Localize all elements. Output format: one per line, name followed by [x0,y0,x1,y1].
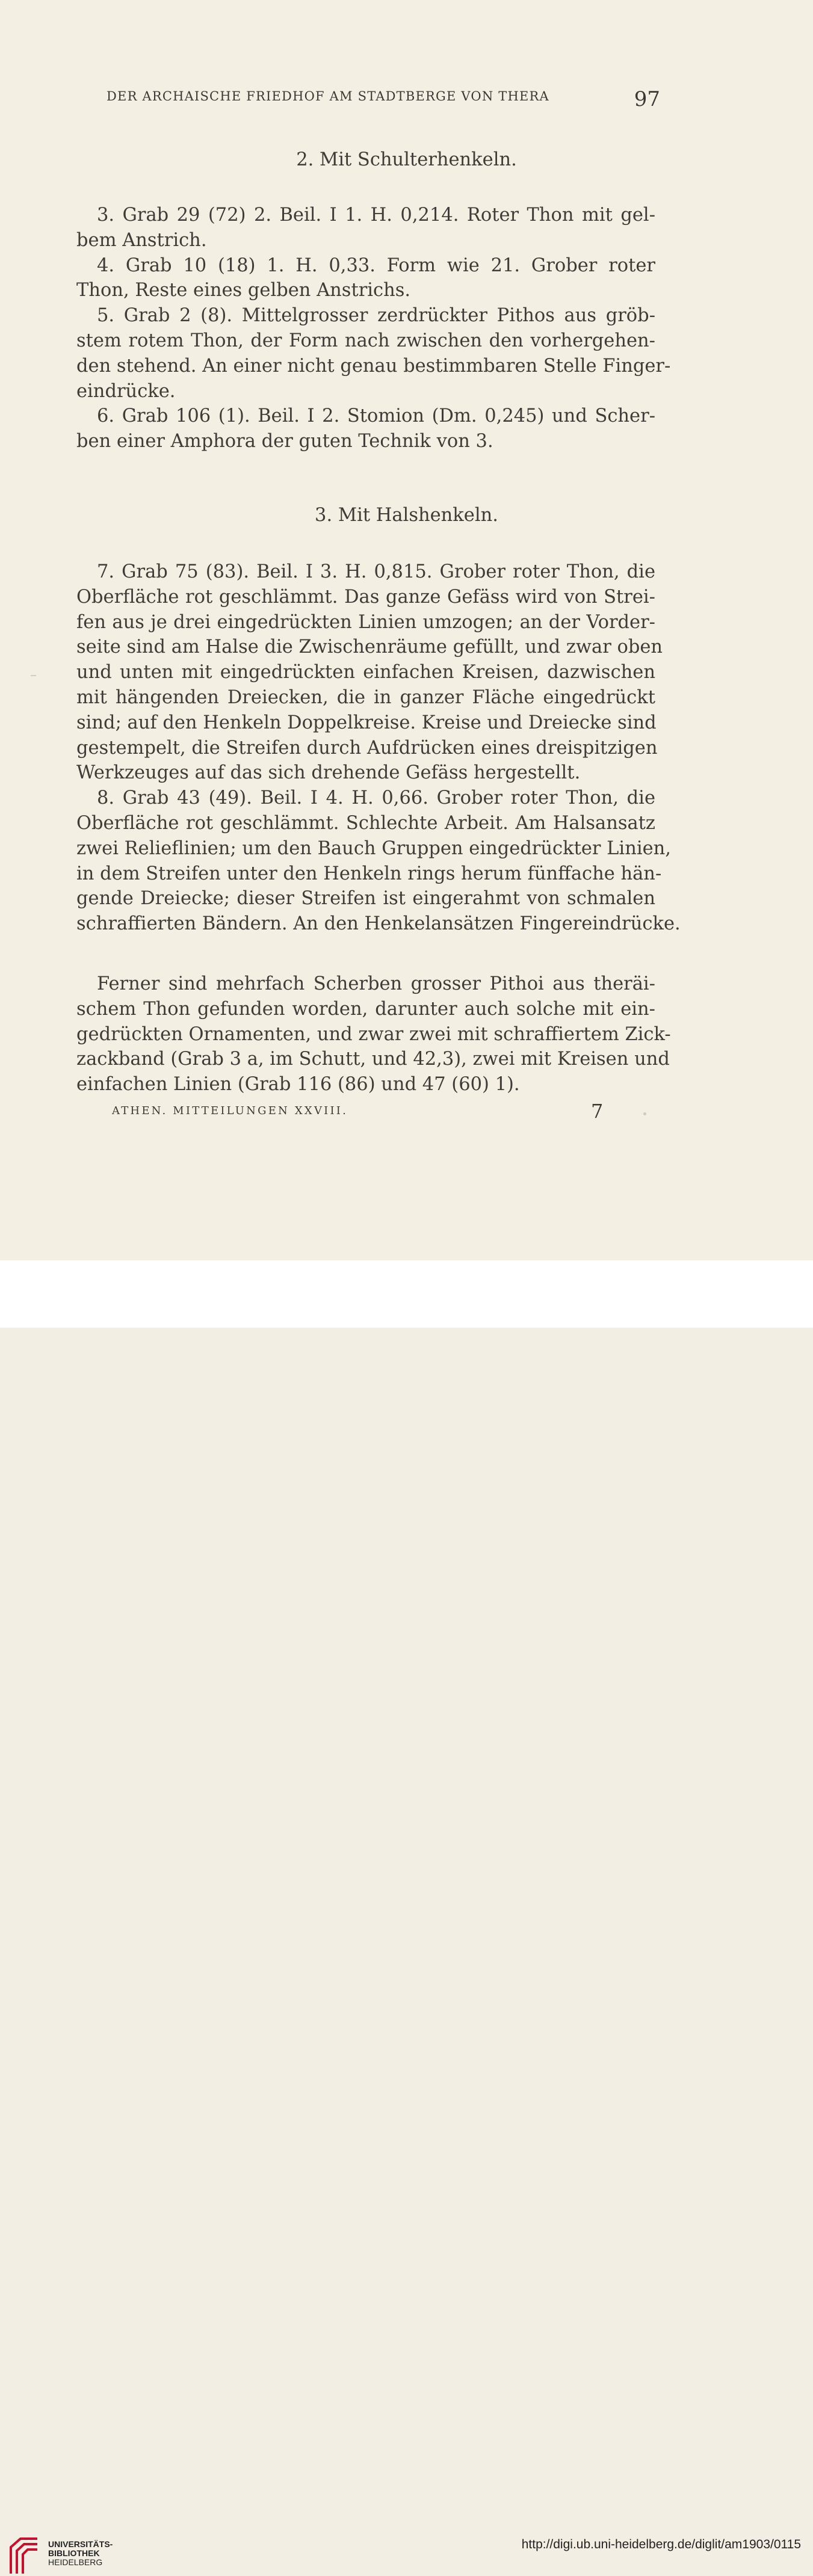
ub-heidelberg-logo-icon[interactable] [8,2536,40,2576]
entry-line: ben einer Amphora der guten Technik von 3. [76,431,493,452]
entry-line: bem Anstrich. [76,229,207,251]
running-header-title: DER ARCHAISCHE FRIEDHOF AM STADTBERGE VON THERA [107,89,549,103]
entry-line: 8. Grab 43 (49). Beil. I 4. H. 0,66. Grober roter Thon, die [97,787,655,809]
viewer-footer-bar [0,1261,813,2567]
entry-line: 4. Grab 10 (18) 1. H. 0,33. Form wie 21. Grober roter [97,254,655,276]
section-heading-halshenkeln: 3. Mit Halshenkeln. [315,505,498,526]
entry-3 [76,203,655,253]
section-heading-schulterhenkeln: 2. Mit Schulterhenkeln. [296,149,517,170]
source-url-link[interactable]: http://digi.ub.uni-heidelberg.de/diglit/am1903/0115 [521,2537,801,2551]
paragraph-line: schem Thon gefunden worden, darunter auch solche mit ein- [76,998,655,1020]
entry-line: gestempelt, die Streifen durch Aufdrücken eines dreispitzigen [76,737,658,759]
entry-line: in dem Streifen unter den Henkeln rings herum fünffache hän- [76,863,662,884]
library-name-line3: HEIDELBERG [48,2557,103,2567]
entry-line: eindrücke. [76,380,176,402]
entry-line: Thon, Reste eines gelben Anstrichs. [76,280,411,301]
section-halshenkeln-entries [76,559,681,937]
scanned-page [0,0,813,1260]
entry-7 [76,559,663,786]
entry-line: stem rotem Thon, der Form nach zwischen den vorhergehen- [76,330,655,351]
margin-mark [31,675,36,676]
entry-line: mit hängenden Dreiecken, die in ganzer Fläche eingedrückt [76,686,655,708]
entry-line: den stehend. An einer nicht genau bestimmbaren Stelle Finger- [76,355,671,377]
paper-speck [643,1112,646,1115]
closing-paragraph [76,972,671,1097]
entry-5 [76,303,671,404]
entry-line: 5. Grab 2 (8). Mittelgrosser zerdrückter Pithos aus gröb- [97,305,655,327]
entry-line: 7. Grab 75 (83). Beil. I 3. H. 0,815. Grober roter Thon, die [97,561,655,582]
entry-line: 3. Grab 29 (72) 2. Beil. I 1. H. 0,214. Roter Thon mit gel- [97,205,655,226]
paragraph-line: gedrückten Ornamenten, und zwar zwei mit schraffiertem Zick- [76,1023,671,1045]
running-header [107,89,660,119]
library-name-line2: BIBLIOTHEK [48,2548,100,2558]
entry-line: sind; auf den Henkeln Doppelkreise. Kreise und Dreiecke sind [76,712,657,733]
entry-line: fen aus je drei eingedrückten Linien umzogen; an der Vorder- [76,611,655,633]
paragraph-line: einfachen Linien (Grab 116 (86) und 47 (60) 1). [76,1074,520,1095]
entry-line: 6. Grab 106 (1). Beil. I 2. Stomion (Dm. 0,245) und Scher- [97,405,655,427]
entry-line: Oberfläche rot geschlämmt. Schlechte Arbeit. Am Halsansatz [76,812,655,834]
entry-line: gende Dreiecke; dieser Streifen ist eingerahmt von schmalen [76,888,655,910]
entry-6 [76,404,655,454]
entry-line: Oberfläche rot geschlämmt. Das ganze Gefäss wird von Strei- [76,586,655,608]
entry-line: Werkzeuges auf das sich drehende Gefäss hergestellt. [76,762,581,784]
section-schulterhenkeln-entries [76,203,671,454]
library-name [48,2540,113,2567]
paragraph-line: Ferner sind mehrfach Scherben grosser Pithoi aus theräi- [97,973,655,994]
page-number: 97 [634,87,660,111]
entry-line: seite sind am Halse die Zwischenräume gefüllt, und zwar oben [76,636,663,658]
entry-4 [76,253,655,304]
paragraph-line: zackband (Grab 3 a, im Schutt, und 42,3), zwei mit Kreisen und [76,1049,670,1070]
entry-8 [76,786,681,937]
sheet-signature: 7 [591,1100,604,1123]
entry-line: schraffierten Bändern. An den Henkelansätzen Fingereindrücke. [76,913,681,935]
library-name-line1: UNIVERSITÄTS- [48,2539,113,2549]
entry-line: und unten mit eingedrückten einfachen Kreisen, dazwischen [76,662,655,683]
entry-line: zwei Relieflinien; um den Bauch Gruppen eingedrückter Linien, [76,837,671,859]
journal-signature-line: ATHEN. MITTEILUNGEN XXVIII. [112,1105,348,1117]
